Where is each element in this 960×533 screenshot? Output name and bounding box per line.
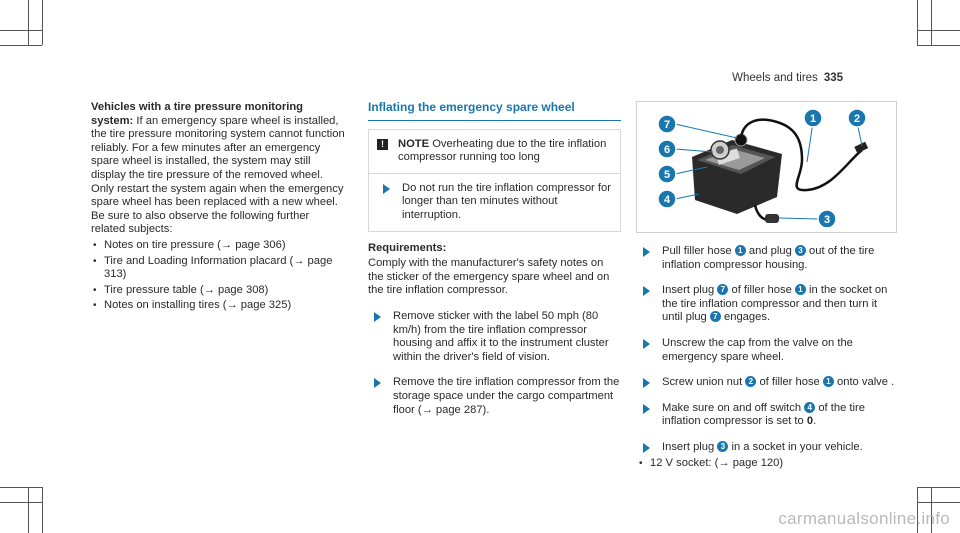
- step-arrow-icon: [643, 247, 650, 257]
- step-text: Remove the tire inflation compressor from the storage space under the cargo compartment floor (→ page 287).: [393, 376, 620, 416]
- compressor-figure: [636, 101, 897, 233]
- crop-mark: [917, 0, 918, 45]
- svg-text:7: 7: [663, 119, 671, 131]
- requirements-text: Comply with the manufacturer's safety notes on the sticker of the emergency spare wheel and on the tire inflation compressor.: [368, 257, 610, 297]
- svg-text:3: 3: [823, 214, 831, 226]
- note-header: [369, 130, 620, 174]
- step-item: [637, 245, 895, 272]
- watermark: carmanualsonline.info: [778, 509, 950, 528]
- note-action-text: Do not run the tire inflation compressor for longer than ten minutes without interruption.: [402, 181, 611, 221]
- step-arrow-icon: [643, 339, 650, 349]
- section-heading: Inflating the emergency spare wheel: [368, 101, 621, 121]
- step-item: [637, 376, 895, 390]
- compressor-illustration: [637, 102, 896, 232]
- bullet-icon: •: [639, 457, 643, 469]
- link-item[interactable]: [91, 284, 346, 298]
- callout-4: [658, 190, 676, 208]
- note-content: [398, 138, 612, 165]
- crop-mark: [0, 45, 42, 46]
- step-arrow-icon: [643, 443, 650, 453]
- link-item[interactable]: [91, 239, 346, 253]
- bullet-icon: •: [93, 284, 97, 296]
- intro-title: Vehicles with a tire pressure monitoring system:: [91, 101, 303, 127]
- step-item: [368, 310, 621, 364]
- crop-mark: [0, 502, 42, 503]
- callout-3: [818, 210, 836, 228]
- column-left: [91, 101, 346, 313]
- step-text: Make sure on and off switch 4 of the tire inflation compressor is set to 0.: [662, 401, 865, 428]
- link-text: Notes on installing tires (→ page 325): [104, 299, 292, 312]
- step-arrow-icon: [374, 312, 381, 322]
- crop-mark: [42, 0, 43, 45]
- bullet-icon: •: [93, 255, 97, 267]
- crop-mark: [917, 30, 960, 31]
- page-header: [732, 72, 843, 84]
- svg-text:2: 2: [853, 113, 861, 125]
- bullet-icon: •: [93, 300, 97, 312]
- callout-2: [848, 109, 866, 127]
- step-text: Insert plug 3 in a socket in your vehicle.: [662, 440, 863, 453]
- link-text: Notes on tire pressure (→ page 306): [104, 238, 286, 251]
- step-text: Remove sticker with the label 50 mph (80 km/h) from the tire inflation compressor housing and affix it to the instrument cluster within the driver's field of vision.: [393, 309, 609, 363]
- crop-mark: [0, 30, 42, 31]
- step-item: [637, 402, 895, 429]
- crop-mark: [917, 502, 960, 503]
- column-middle: [368, 101, 621, 417]
- step-item: [637, 337, 895, 364]
- link-text: Tire pressure table (→ page 308): [104, 283, 269, 296]
- step-arrow-icon: [383, 184, 390, 194]
- step-text: Screw union nut 2 of filler hose 1 onto valve .: [662, 376, 895, 389]
- link-item[interactable]: [91, 255, 346, 282]
- note-action: [369, 174, 620, 231]
- svg-text:6: 6: [663, 144, 671, 156]
- note-box: [368, 129, 621, 232]
- step-item: [368, 376, 621, 417]
- link-item[interactable]: [637, 457, 895, 471]
- step-arrow-icon: [643, 378, 650, 388]
- crop-mark: [28, 0, 29, 45]
- step-text: Unscrew the cap from the valve on the emergency spare wheel.: [662, 336, 853, 363]
- step-item: [637, 441, 895, 455]
- svg-text:1: 1: [809, 113, 817, 125]
- link-text: Tire and Loading Information placard (→ page 313): [104, 254, 333, 281]
- see-also-text: Be sure to also observe the following further related subjects:: [91, 209, 310, 236]
- note-label: NOTE: [398, 137, 430, 150]
- callout-1: [804, 109, 822, 127]
- crop-mark: [42, 487, 43, 533]
- bullet-icon: •: [93, 239, 97, 251]
- column-right: [637, 245, 895, 470]
- step-arrow-icon: [374, 378, 381, 388]
- intro-text: If an emergency spare wheel is installed, the tire pressure monitoring system cannot function reliably. For a few minutes after an emergency spare wheel is installed, the system may still display the tire pressure of the removed wheel. Only restart the system again when the emergency spare wheel has been replaced with a new wheel.: [91, 114, 345, 209]
- page-number: 335: [823, 72, 843, 84]
- svg-text:5: 5: [663, 169, 671, 181]
- crop-mark: [917, 45, 960, 46]
- step-text: Pull filler hose 1 and plug 3 out of the tire inflation compressor housing.: [662, 245, 875, 271]
- note-text: Overheating due to the tire inflation compressor running too long: [398, 137, 607, 164]
- requirements-title: Requirements:: [368, 241, 447, 254]
- svg-text:4: 4: [663, 194, 671, 206]
- crop-mark: [931, 0, 932, 45]
- callout-5: [658, 165, 676, 183]
- section-title: Wheels and tires: [732, 72, 818, 84]
- crop-mark: [0, 487, 42, 488]
- link-item[interactable]: [91, 299, 346, 313]
- step-arrow-icon: [643, 286, 650, 296]
- warning-icon: !: [377, 139, 388, 150]
- step-arrow-icon: [643, 404, 650, 414]
- step-text: Insert plug 7 of filler hose 1 in the socket on the tire inflation compressor and then turn it until plug 7 engages.: [662, 284, 888, 324]
- callout-6: [658, 140, 676, 158]
- link-text: 12 V socket: (→ page 120): [650, 456, 784, 469]
- crop-mark: [917, 487, 960, 488]
- intro-paragraph: [91, 101, 346, 210]
- callout-7: [658, 115, 676, 133]
- step-item: [637, 284, 895, 325]
- crop-mark: [28, 487, 29, 533]
